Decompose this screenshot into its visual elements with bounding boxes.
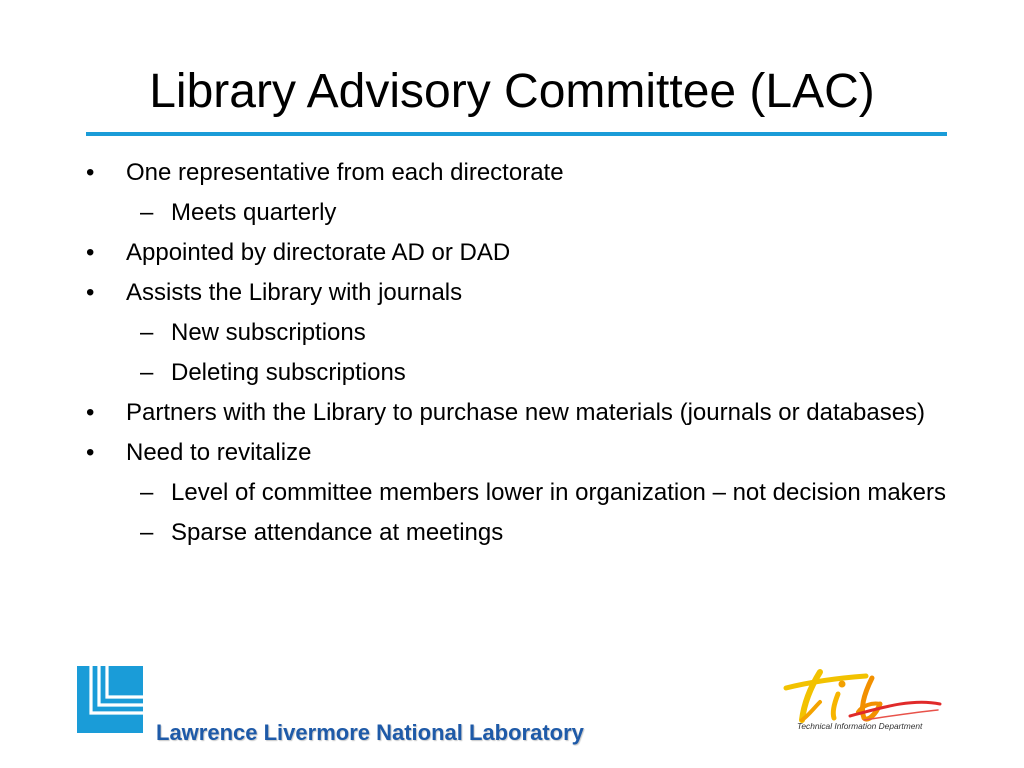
bullet-marker: • xyxy=(86,439,95,466)
bullet-text: Need to revitalize xyxy=(126,439,312,466)
lab-name: Lawrence Livermore National Laboratory xyxy=(156,720,584,745)
bullet-item xyxy=(84,235,954,270)
bullet-item xyxy=(84,155,954,190)
bullet-list xyxy=(84,150,954,550)
sub-bullet-item xyxy=(84,355,954,390)
dash-marker: – xyxy=(140,319,154,346)
bullet-text: New subscriptions xyxy=(171,319,366,346)
bullet-text: Sparse attendance at meetings xyxy=(171,519,504,546)
title-underline xyxy=(86,132,947,136)
bullet-marker: • xyxy=(86,159,95,186)
bullet-text: One representative from each directorate xyxy=(126,159,564,186)
tid-logo xyxy=(780,658,946,736)
bullet-text: Meets quarterly xyxy=(171,199,337,226)
bullet-text: Appointed by directorate AD or DAD xyxy=(126,239,511,266)
bullet-marker: • xyxy=(86,399,95,426)
bullet-text: Deleting subscriptions xyxy=(171,359,406,386)
dash-marker: – xyxy=(140,519,154,546)
bullet-item xyxy=(84,275,954,310)
svg-text:Technical Information Departme: Technical Information Department xyxy=(797,721,923,731)
bullet-text: Level of committee members lower in organization – not decision makers xyxy=(171,479,947,506)
sub-bullet-item xyxy=(84,475,954,510)
slide-title: Library Advisory Committee (LAC) xyxy=(149,65,875,119)
dash-marker: – xyxy=(140,479,154,506)
sub-bullet-item xyxy=(84,315,954,350)
dash-marker: – xyxy=(140,359,154,386)
sub-bullet-item xyxy=(84,195,954,230)
sub-bullet-item xyxy=(84,515,954,550)
bullet-item xyxy=(84,435,954,470)
bullet-text: Assists the Library with journals xyxy=(126,279,463,306)
bullet-marker: • xyxy=(86,239,95,266)
bullet-text: Partners with the Library to purchase new materials (journals or databases) xyxy=(126,399,926,426)
bullet-item xyxy=(84,395,954,430)
bullet-marker: • xyxy=(86,279,95,306)
dash-marker: – xyxy=(140,199,154,226)
llnl-logo xyxy=(77,666,143,733)
